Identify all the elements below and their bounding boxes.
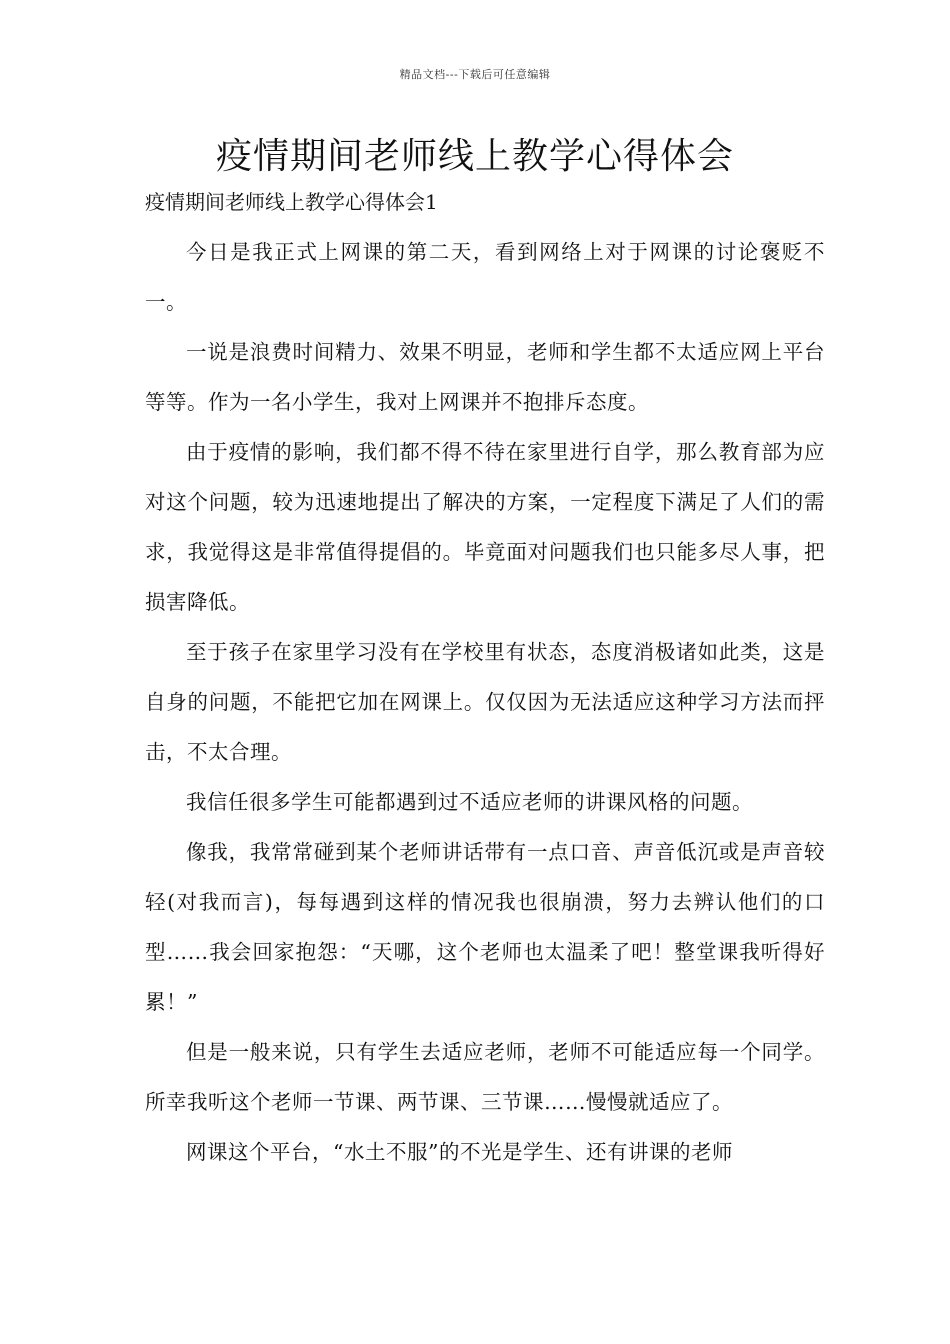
paragraph: 至于孩子在家里学习没有在学校里有状态，态度消极诸如此类，这是自身的问题，不能把它加在网课上。仅仅因为无法适应这种学习方法而抨击，不太合理。 [145,640,825,764]
paragraph: 我信任很多学生可能都遇到过不适应老师的讲课风格的问题。 [186,790,753,814]
document-body [145,177,825,1177]
header-note: 精品文档---下载后可任意编辑 [399,68,551,81]
document-title: 疫情期间老师线上教学心得体会 [215,136,734,177]
paragraph: 一说是浪费时间精力、效果不明显，老师和学生都不太适应网上平台等等。作为一名小学生，我对上网课并不抱排斥态度。 [145,340,825,414]
paragraph: 但是一般来说，只有学生去适应老师，老师不可能适应每一个同学。所幸我听这个老师一节课、两节课、三节课……慢慢就适应了。 [145,1040,825,1114]
section-subtitle: 疫情期间老师线上教学心得体会1 [145,190,438,214]
paragraph: 由于疫情的影响，我们都不得不待在家里进行自学，那么教育部为应对这个问题，较为迅速地提出了解决的方案，一定程度下满足了人们的需求，我觉得这是非常值得提倡的。毕竟面对问题我们也只能多尽人事，把损害降低。 [145,440,825,614]
paragraph: 网课这个平台，“水土不服”的不光是学生、还有讲课的老师 [186,1140,733,1164]
paragraph: 像我，我常常碰到某个老师讲话带有一点口音、声音低沉或是声音较轻(对我而言)，每每遇到这样的情况我也很崩溃，努力去辨认他们的口型……我会回家抱怨：“天哪，这个老师也太温柔了吧！整堂课我听得好累！” [145,840,825,1014]
paragraph: 今日是我正式上网课的第二天，看到网络上对于网课的讨论褒贬不一。 [145,240,825,314]
